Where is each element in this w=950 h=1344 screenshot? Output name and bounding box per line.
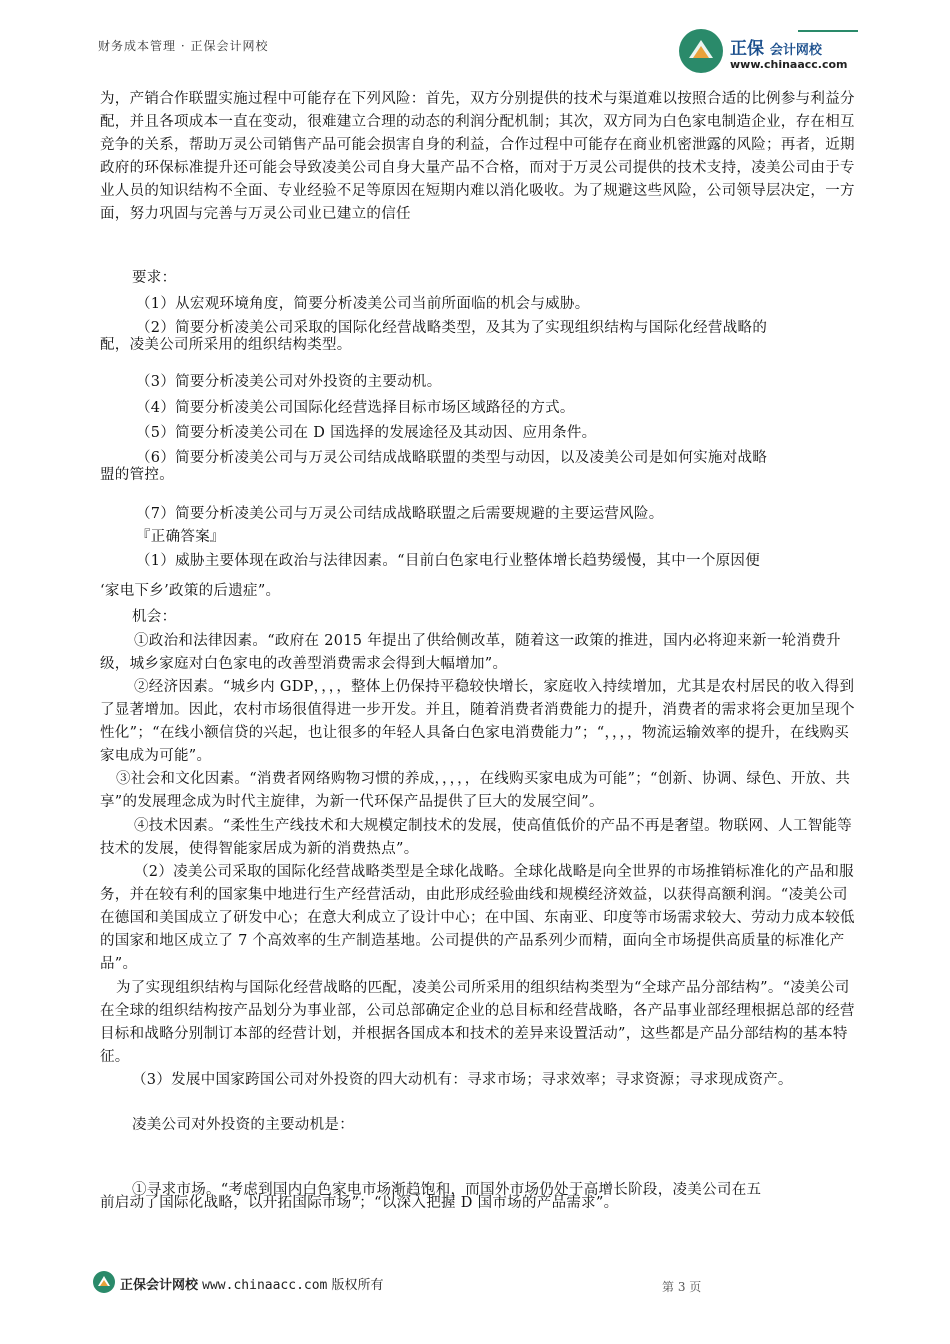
- opportunity-label: 机会：: [132, 609, 177, 625]
- answer-3-motives: （3）发展中国家跨国公司对外投资的四大动机有：寻求市场；寻求效率；寻求资源；寻求现成资产。: [132, 1072, 793, 1088]
- answer-2-strategy: （2）凌美公司采取的国际化经营战略类型是全球化战略。全球化战略是向全世界的市场推销标准化的产品和服务，并在较有利的国家集中地进行生产经营活动，由此形成经验曲线和规模经济效益，以获得高额利润。“凌美公司在德国和美国成立了研发中心；在意大利成立了设计中心；在中国、东南亚、印度等市场需求较大、劳动力成本较低的国家和地区成立了 7 个高效率的生产制造基地。公司提供的产品系列少而精，面向全市场提供高质量的标准化产品”。: [100, 864, 855, 972]
- footer-rights: 版权所有: [331, 1278, 384, 1293]
- answer-3-item-1-part-2: 前启动了国际化战略，以开拓国际市场”；“以深入把握 D 国市场的产品需求”。: [100, 1195, 619, 1211]
- opportunity-economic: ②经济因素。“城乡内 GDP，，，，整体上仍保持平稳较快增长，家庭收入持续增加，尤其是农村居民的收入得到了显著增加。因此，农村市场很值得进一步开发。并且，随着消费者消费能力的提升，消费者的需求将会更加呈现个性化”；“在线小额信贷的兴起，也让很多的年轻人具备白色家电消费能力”；“，，，，物流运输效率的提升，在线购买家电成为可能”。: [100, 679, 855, 764]
- question-5: （5）简要分析凌美公司在 D 国选择的发展途径及其动因、应用条件。: [136, 425, 597, 441]
- answer-2-structure: 为了实现组织结构与国际化经营战略的匹配，凌美公司所采用的组织结构类型为“全球产品分部结构”。“凌美公司在全球的组织结构按产品划分为事业部，公司总部确定企业的总目标和经营战略，各产品事业部经理根据总部的经营目标和战略分别制订本部的经营计划，并根据各国成本和技术的差异来设置活动”，这些都是产品分部结构的基本特征。: [100, 980, 855, 1065]
- opportunity-social: ③社会和文化因素。“消费者网络购物习惯的养成，，，，，在线购买家电成为可能”；“创新、协调、绿色、开放、共享”的发展理念成为时代主旋律，为新一代环保产品提供了巨大的发展空间”。: [100, 771, 851, 810]
- brand-logo-accent-line: [798, 30, 858, 32]
- answer-3-item-1-part-1: ①寻求市场。“考虑到国内白色家电市场渐趋饱和，而国外市场仍处于高增长阶段，凌美公司在五: [132, 1182, 762, 1198]
- question-3: （3）简要分析凌美公司对外投资的主要动机。: [136, 374, 442, 390]
- answer-1-part-1: （1）威胁主要体现在政治与法律因素。“目前白色家电行业整体增长趋势缓慢，其中一个原因便: [136, 553, 761, 569]
- page-number: 第 3 页: [662, 1280, 702, 1294]
- brand-logo-icon: [678, 28, 724, 74]
- question-6-part-1: （6）简要分析凌美公司与万灵公司结成战略联盟的类型与动因，以及凌美公司是如何实施对战略: [136, 450, 768, 466]
- footer-url[interactable]: www.chinaacc.com: [202, 1278, 328, 1293]
- opportunity-technology: ④技术因素。“柔性生产线技术和大规模定制技术的发展，使高值低价的产品不再是奢望。物联网、人工智能等技术的发展，使得智能家居成为新的消费热点”。: [100, 818, 853, 857]
- brand-logo[interactable]: [678, 28, 858, 76]
- question-2-part-1: （2）简要分析凌美公司采取的国际化经营战略类型，及其为了实现组织结构与国际化经营战略的: [136, 320, 768, 336]
- footer-logo-icon: [92, 1270, 116, 1294]
- opportunity-political: ①政治和法律因素。“政府在 2015 年提出了供给侧改革，随着这一政策的推进，国内必将迎来新一轮消费升级，城乡家庭对白色家电的改善型消费需求会得到大幅增加”。: [100, 633, 841, 672]
- requirements-label: 要求：: [132, 270, 177, 286]
- answer-1-part-2: ‘家电下乡’政策的后遗症”。: [100, 583, 281, 599]
- question-4: （4）简要分析凌美公司国际化经营选择目标市场区域路径的方式。: [136, 400, 575, 416]
- question-1: （1）从宏观环境角度，简要分析凌美公司当前所面临的机会与威胁。: [136, 296, 590, 312]
- question-2-part-2: 配，凌美公司所采用的组织结构类型。: [100, 337, 352, 353]
- intro-paragraph: 为，产销合作联盟实施过程中可能存在下列风险：首先，双方分别提供的技术与渠道难以按照合适的比例参与利益分配，并且各项成本一直在变动，很难建立合理的动态的利润分配机制；其次，双方同为白色家电制造企业，存在相互竞争的关系，帮助万灵公司销售产品可能会损害自身的利益，合作过程中可能存在商业机密泄露的风险；再者，近期政府的环保标准提升还可能会导致凌美公司自身大量产品不合格，而对于万灵公司提供的技术支持，凌美公司由于专业人员的知识结构不全面、专业经验不足等原因在短期内难以消化吸收。为了规避这些风险，公司领导层决定，一方面，努力巩固与完善与万灵公司业已建立的信任: [100, 91, 855, 222]
- answer-label: 『正确答案』: [136, 529, 225, 545]
- header-running-title: 财务成本管理 · 正保会计网校: [98, 39, 269, 53]
- brand-url: www.chinaacc.com: [730, 58, 848, 71]
- brand-title: 正保 会计网校: [730, 39, 822, 59]
- footer-brand: 正保会计网校: [120, 1278, 199, 1293]
- question-7: （7）简要分析凌美公司与万灵公司结成战略联盟之后需要规避的主要运营风险。: [136, 506, 664, 522]
- question-6-part-2: 盟的管控。: [100, 467, 174, 483]
- answer-3-intro: 凌美公司对外投资的主要动机是：: [132, 1117, 354, 1133]
